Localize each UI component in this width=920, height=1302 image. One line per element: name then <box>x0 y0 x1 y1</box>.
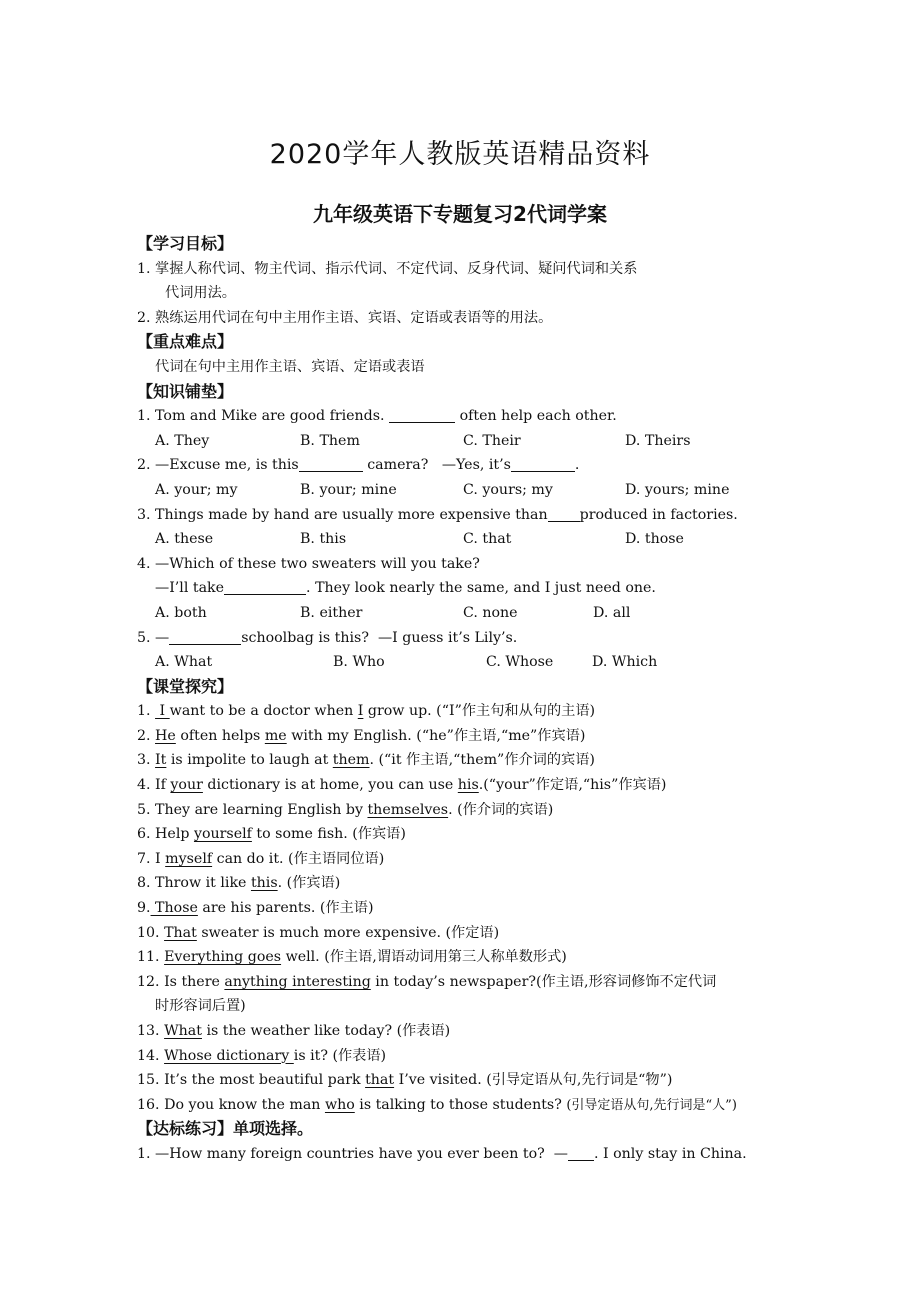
example-note: sweater is much more expensive. (作定语) <box>196 924 500 941</box>
example-note: with my English. (“he”作主语,“me”作宾语) <box>286 727 586 744</box>
example-note: . (作介词的宾语) <box>448 801 554 818</box>
practice-1 <box>137 1142 837 1167</box>
option-d[interactable]: D. Theirs <box>625 432 691 449</box>
example-number: 3. <box>137 752 156 769</box>
worksheet-body <box>137 232 837 1167</box>
example-13 <box>137 1019 837 1044</box>
option-d[interactable]: D. all <box>593 604 631 621</box>
underlined-pronoun: yourself <box>193 826 252 843</box>
option-a[interactable]: A. both <box>155 604 207 621</box>
option-d[interactable]: D. yours; mine <box>625 481 730 498</box>
example-note: . (“it 作主语,“them”作介词的宾语) <box>369 752 595 769</box>
example-number: 14. <box>137 1047 165 1064</box>
answer-blank[interactable] <box>389 406 455 423</box>
underlined-pronoun: that <box>365 1072 395 1089</box>
underlined-pronoun: myself <box>165 850 213 867</box>
banner-title: 2020学年人教版英语精品资料 <box>269 139 651 170</box>
option-b[interactable]: B. either <box>300 604 363 621</box>
example-text: want to be a doctor when <box>169 703 358 720</box>
option-b[interactable]: B. your; mine <box>300 481 397 498</box>
worksheet-title: 九年级英语下专题复习2代词学案 <box>313 202 607 226</box>
p1-text-a: 1. —How many foreign countries have you ever been to? — <box>137 1145 568 1162</box>
example-text: 7. I <box>137 850 166 867</box>
example-3 <box>137 748 837 773</box>
answer-blank[interactable] <box>299 455 363 472</box>
question-4-cont <box>137 576 837 601</box>
underlined-pronoun: themselves <box>367 801 449 818</box>
example-number: 13. <box>137 1023 165 1039</box>
option-a[interactable]: A. these <box>155 531 214 548</box>
q1-text-a: 1. Tom and Mike are good friends. <box>137 408 390 425</box>
question-3 <box>137 503 837 528</box>
answer-blank[interactable] <box>224 578 306 595</box>
q2-text-c: . <box>574 457 580 474</box>
answer-blank[interactable] <box>511 455 575 472</box>
option-b[interactable]: B. this <box>300 531 347 548</box>
example-6 <box>137 822 837 847</box>
option-c[interactable]: C. none <box>463 604 518 621</box>
example-4 <box>137 773 837 798</box>
example-note: are his parents. (作主语) <box>197 900 374 917</box>
example-2 <box>137 724 837 749</box>
q4-text-b: —I’ll take <box>155 580 225 597</box>
example-text: 12. Is there <box>137 973 225 990</box>
focus-text: 代词在句中主用作主语、宾语、定语或表语 <box>155 358 425 375</box>
underlined-pronoun: Everything goes <box>164 949 282 966</box>
goal-2: 2. 熟练运用代词在句中主用作主语、宾语、定语或表语等的用法。 <box>137 309 553 326</box>
answer-blank[interactable] <box>169 628 241 645</box>
example-text: 6. Help <box>137 826 194 843</box>
underlined-pronoun: this <box>250 875 278 892</box>
example-note: . (作宾语) <box>277 875 341 892</box>
example-12 <box>137 970 837 995</box>
question-4-options <box>137 601 837 626</box>
option-a[interactable]: A. What <box>155 654 213 671</box>
underlined-pronoun: It <box>155 752 167 769</box>
example-10 <box>137 921 837 946</box>
underlined-pronoun: That <box>164 924 197 941</box>
example-number: 11. <box>137 949 165 966</box>
q3-text-b: produced in factories. <box>579 506 738 523</box>
question-1 <box>137 404 837 429</box>
example-text: 15. It’s the most beautiful park <box>137 1072 366 1089</box>
option-b[interactable]: B. Them <box>300 432 360 449</box>
example-7 <box>137 847 837 872</box>
example-16 <box>137 1093 837 1118</box>
section-heading-practice: 【达标练习】单项选择。 <box>137 1119 314 1139</box>
option-c[interactable]: C. yours; my <box>463 481 553 498</box>
p1-text-b: . I only stay in China. <box>593 1145 747 1162</box>
q4-text-c: . They look nearly the same, and I just need one. <box>306 580 656 597</box>
underlined-pronoun: who <box>324 1096 355 1113</box>
question-2-options <box>137 478 837 503</box>
question-5-options <box>137 650 837 675</box>
underlined-pronoun: What <box>164 1023 202 1039</box>
option-d[interactable]: D. those <box>625 531 684 548</box>
question-4: 4. —Which of these two sweaters will you take? <box>137 555 480 572</box>
example-number: 9. <box>137 900 151 917</box>
goal-1-cont: 代词用法。 <box>165 285 236 302</box>
goal-1: 1. 掌握人称代词、物主代词、指示代词、不定代词、反身代词、疑问代词和关系 <box>137 260 638 277</box>
q2-text-a: 2. —Excuse me, is this <box>137 457 299 474</box>
q1-text-b: often help each other. <box>455 408 617 425</box>
underlined-pronoun: I <box>357 703 364 720</box>
underlined-pronoun: Those <box>150 900 198 917</box>
answer-blank[interactable] <box>568 1144 594 1161</box>
q5-text-b: schoolbag is this? —I guess it’s Lily’s. <box>241 629 518 646</box>
example-note: grow up. (“I”作主句和从句的主语) <box>363 703 596 720</box>
example-note: in today’s newspaper?(作主语,形容词修饰不定代词 <box>370 973 717 990</box>
underlined-pronoun: his <box>457 777 479 794</box>
example-8 <box>137 871 837 896</box>
option-c[interactable]: C. that <box>463 531 512 548</box>
option-a[interactable]: A. They <box>155 432 210 449</box>
section-heading-explore: 【课堂探究】 <box>137 676 234 696</box>
section-heading-focus: 【重点难点】 <box>137 332 234 352</box>
underlined-pronoun: them <box>332 752 370 769</box>
example-text: is impolite to laugh at <box>166 752 333 769</box>
answer-blank[interactable] <box>548 505 580 522</box>
example-15 <box>137 1068 837 1093</box>
question-3-options <box>137 527 837 552</box>
question-2 <box>137 453 837 478</box>
example-note: is it? (作表语) <box>293 1047 387 1064</box>
example-text: 16. Do you know the man <box>137 1096 325 1113</box>
option-c[interactable]: C. Their <box>463 432 521 449</box>
example-text: often helps <box>175 727 265 744</box>
question-1-options <box>137 429 837 454</box>
example-note: (引导定语从句,先行词是“人”) <box>566 1097 737 1113</box>
example-12-cont: 时形容词后置) <box>155 998 246 1015</box>
example-9 <box>137 896 837 921</box>
example-1 <box>137 699 837 724</box>
example-note: is the weather like today? (作表语) <box>201 1023 451 1039</box>
underlined-pronoun: me <box>264 727 287 744</box>
option-d[interactable]: D. Which <box>592 654 658 671</box>
example-number: 1. <box>137 703 156 720</box>
example-text: is talking to those students? <box>354 1096 567 1113</box>
underlined-pronoun: He <box>155 727 176 744</box>
example-number: 4. If <box>137 777 171 794</box>
section-heading-goals: 【学习目标】 <box>137 234 234 253</box>
underlined-pronoun: Whose dictionary <box>164 1047 294 1064</box>
example-text: 5. They are learning English by <box>137 801 368 818</box>
example-note: well. (作主语,谓语动词用第三人称单数形式) <box>281 949 567 966</box>
example-text: dictionary is at home, you can use <box>202 777 458 794</box>
example-note: .(“your”作定语,“his”作宾语) <box>478 777 667 794</box>
option-a[interactable]: A. your; my <box>155 481 238 498</box>
example-text: 8. Throw it like <box>137 875 251 892</box>
example-number: 10. <box>137 924 165 941</box>
example-note: I’ve visited. (引导定语从句,先行词是“物”) <box>394 1072 673 1089</box>
option-c[interactable]: C. Whose <box>486 654 554 671</box>
option-b[interactable]: B. Who <box>333 654 385 671</box>
example-note: to some fish. (作宾语) <box>251 826 406 843</box>
section-heading-knowledge: 【知识铺垫】 <box>137 381 234 401</box>
underlined-pronoun: I <box>155 703 170 720</box>
underlined-pronoun: your <box>170 777 203 794</box>
example-number: 2. <box>137 727 156 744</box>
example-note: can do it. (作主语同位语) <box>212 850 385 867</box>
example-14 <box>137 1044 837 1069</box>
example-5 <box>137 798 837 823</box>
q5-text-a: 5. — <box>137 629 170 646</box>
question-5 <box>137 626 837 651</box>
q2-text-b: camera? —Yes, it’s <box>362 457 511 474</box>
example-11 <box>137 945 837 970</box>
underlined-pronoun: anything interesting <box>224 973 371 990</box>
q3-text-a: 3. Things made by hand are usually more expensive than <box>137 506 548 523</box>
